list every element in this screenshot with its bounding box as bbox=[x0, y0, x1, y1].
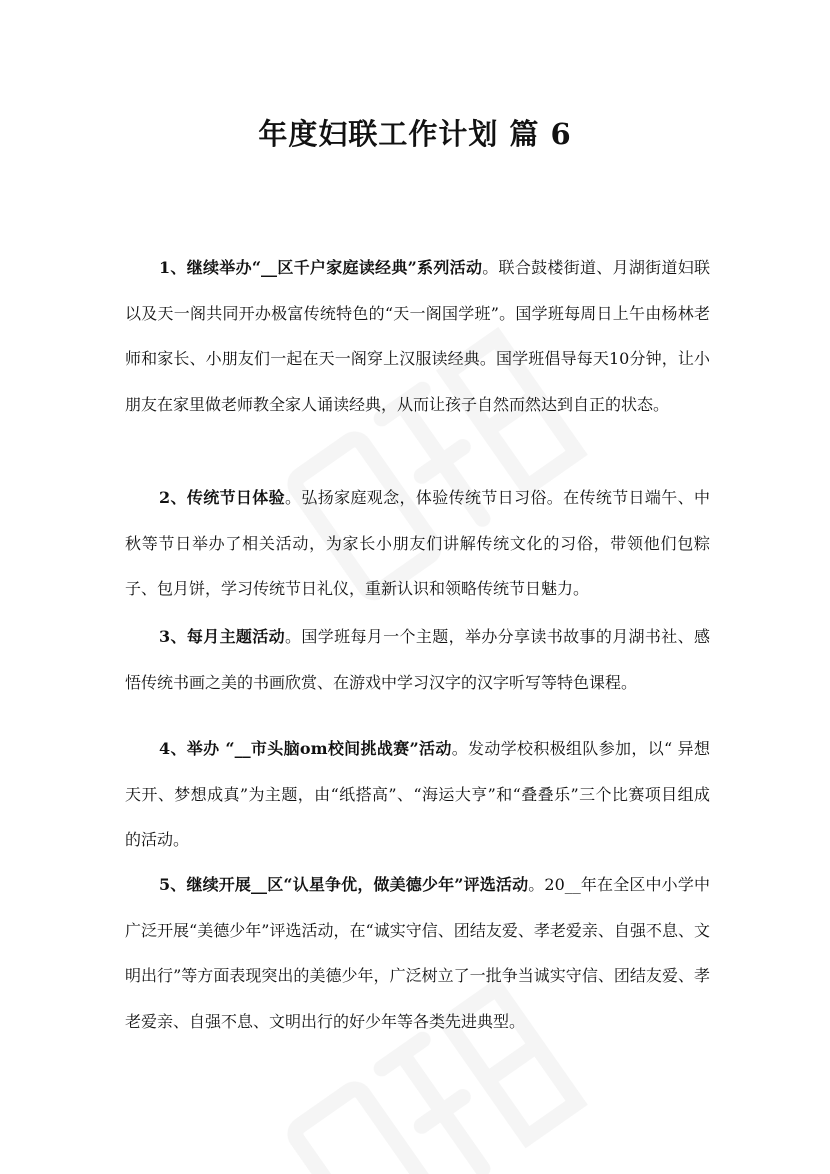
paragraph-2 bbox=[125, 475, 710, 612]
paragraph-5 bbox=[125, 862, 710, 1044]
paragraph-3-body: 。国学班每月一个主题，举办分享读书故事的月湖书社、感悟传统书画之美的书画欣赏、在游戏中学习汉字的汉字听写等特色课程。 bbox=[125, 627, 710, 692]
paragraph-4 bbox=[125, 726, 710, 863]
paragraph-5-body: 。20__年在全区中小学中广泛开展“美德少年”评选活动，在“诚实守信、团结友爱、孝老爱亲、自强不息、文明出行”等方面表现突出的美德少年，广泛树立了一批争当诚实守信、团结友爱、孝老爱亲、自强不息、文明出行的好少年等各类先进典型。 bbox=[125, 875, 710, 1031]
paragraph-3-lead: 3、每月主题活动 bbox=[159, 627, 286, 646]
paragraph-2-body: 。弘扬家庭观念，体验传统节日习俗。在传统节日端午、中秋等节日举办了相关活动，为家长小朋友们讲解传统文化的习俗，带领他们包粽子、包月饼，学习传统节日礼仪，重新认识和领略传统节日魅力。 bbox=[125, 488, 710, 598]
paragraph-3 bbox=[125, 614, 710, 705]
paragraph-1-body: 。联合鼓楼街道、月湖街道妇联以及天一阁共同开办极富传统特色的“天一阁国学班”。国学班每周日上午由杨林老师和家长、小朋友们一起在天一阁穿上汉服读经典。国学班倡导每天10分钟，让小朋友在家里做老师教全家人诵读经典，从而让孩子自然而然达到自正的状态。 bbox=[125, 258, 710, 414]
paragraph-5-lead: 5、继续开展__区“认星争优，做美德少年”评选活动 bbox=[159, 875, 529, 894]
paragraph-4-body: 。发动学校积极组队参加，以“ 异想天开、梦想成真”为主题，由“纸搭高”、“海运大亨”和“叠叠乐”三个比赛项目组成的活动。 bbox=[125, 739, 710, 849]
paragraph-1 bbox=[125, 245, 710, 427]
paragraph-4-lead: 4、举办 “__市头脑om校间挑战赛”活动 bbox=[159, 739, 452, 758]
paragraph-2-lead: 2、传统节日体验 bbox=[159, 488, 286, 507]
document-title: 年度妇联工作计划 篇 6 bbox=[258, 117, 572, 151]
paragraph-1-lead: 1、继续举办“__区千户家庭读经典”系列活动 bbox=[159, 258, 483, 277]
